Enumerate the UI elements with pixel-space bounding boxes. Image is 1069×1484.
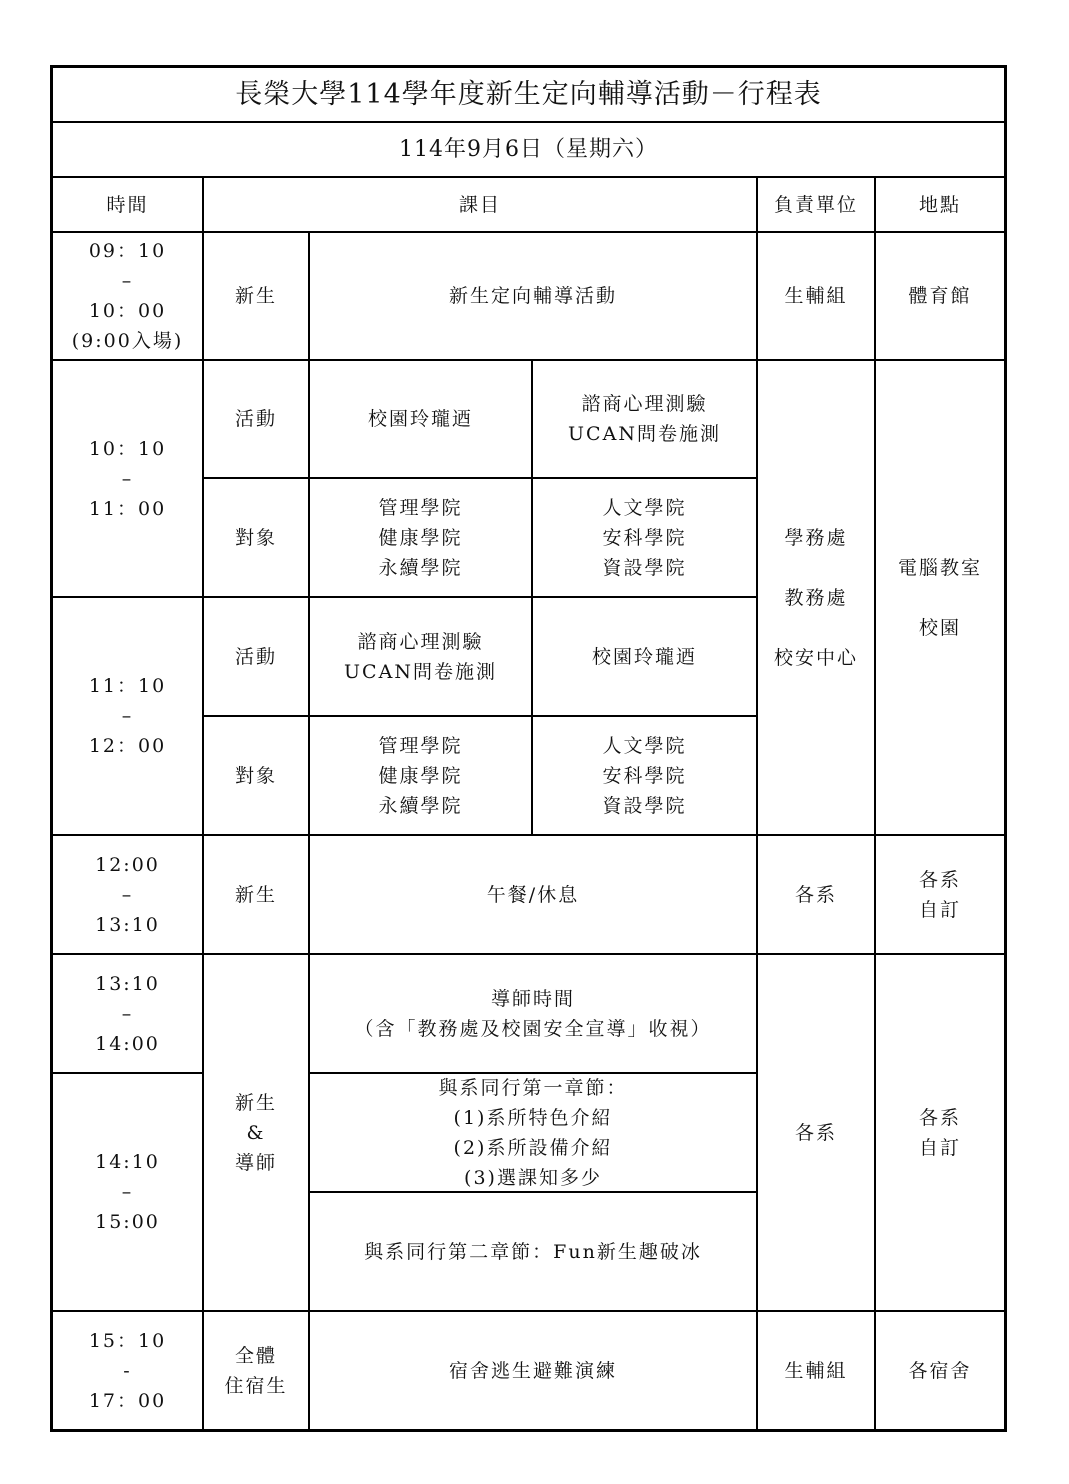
activity-cell [533, 361, 756, 477]
course-line: (1)系所特色介紹 [453, 1106, 613, 1129]
time-note: (9:00入場) [71, 330, 184, 352]
time-cell [53, 361, 202, 596]
time-dash: - [123, 1359, 132, 1382]
activity-line: 諮商心理測驗 [357, 630, 484, 653]
course-cell: 宿舍逃生避難演練 [448, 1359, 617, 1382]
time-end: 13:10 [95, 913, 160, 936]
unit-line: 校安中心 [773, 646, 858, 669]
time-start: 15：10 [88, 1329, 167, 1352]
location-cell [876, 955, 1004, 1310]
unit-line: 學務處 [784, 526, 848, 549]
header-time: 時間 [106, 193, 149, 216]
course-cell [310, 1074, 756, 1191]
event-date: 114年9月6日（星期六） [399, 136, 658, 162]
course-line: （含「教務處及校園安全宣導」收視） [354, 1017, 712, 1040]
course-cell: 新生定向輔導活動 [448, 285, 617, 307]
location-cell: 各宿舍 [908, 1359, 972, 1382]
page-title: 長榮大學114學年度新生定向輔導活動－行程表 [235, 78, 822, 110]
course-line: 與系同行第一章節： [438, 1076, 628, 1099]
time-dash: – [121, 270, 134, 292]
location-line: 各系 [918, 1106, 961, 1129]
course-cell: 與系同行第二章節：Fun新生趣破冰 [364, 1240, 702, 1263]
time-start: 11：10 [88, 675, 167, 697]
time-start: 10：10 [88, 437, 167, 460]
time-start: 09：10 [88, 240, 167, 262]
time-end: 10：00 [88, 300, 167, 322]
time-cell [53, 836, 202, 953]
location-cell [876, 361, 1004, 834]
label-activity: 活動 [234, 408, 277, 430]
time-dash: – [121, 705, 134, 727]
target-line: 人文學院 [602, 496, 687, 519]
header-unit: 負責單位 [773, 193, 858, 216]
time-dash: – [121, 1002, 134, 1025]
group-line: 全體 [234, 1344, 277, 1367]
group-line: 新生 [234, 1091, 277, 1114]
target-line: 人文學院 [602, 734, 687, 757]
location-line: 自訂 [918, 1136, 961, 1159]
label-target: 對象 [234, 764, 277, 787]
time-start: 13:10 [95, 972, 160, 995]
activity-line: 諮商心理測驗 [581, 393, 708, 415]
course-line: 導師時間 [490, 987, 575, 1010]
target-line: 安科學院 [602, 764, 687, 787]
unit-cell: 生輔組 [784, 1359, 848, 1382]
location-line: 各系 [918, 868, 961, 891]
time-cell [53, 1312, 202, 1429]
time-cell [53, 955, 202, 1072]
target-line: 永續學院 [378, 794, 463, 817]
course-cell [310, 955, 756, 1072]
label-activity: 活動 [234, 645, 277, 668]
course-cell: 午餐/休息 [486, 883, 580, 906]
time-end: 17：00 [88, 1389, 167, 1412]
target-line: 資設學院 [602, 794, 687, 817]
activity-cell: 校園玲瓏迺 [591, 645, 697, 668]
group-cell: 新生 [234, 285, 277, 307]
location-cell [876, 836, 1004, 953]
location-line: 自訂 [918, 898, 961, 921]
group-line: & [246, 1121, 266, 1144]
time-end: 12：00 [88, 735, 167, 757]
target-cell [533, 717, 756, 834]
time-dash: – [121, 883, 134, 906]
location-line: 校園 [918, 616, 961, 639]
time-dash: – [121, 467, 134, 490]
activity-line: UCAN問卷施測 [344, 660, 497, 683]
target-cell [533, 479, 756, 596]
unit-line: 教務處 [784, 586, 848, 609]
unit-cell [758, 361, 874, 834]
label-target: 對象 [234, 526, 277, 549]
group-cell [204, 1312, 308, 1429]
target-line: 管理學院 [378, 734, 463, 757]
target-cell [310, 717, 531, 834]
group-cell: 新生 [234, 883, 277, 906]
target-line: 健康學院 [378, 764, 463, 787]
group-line: 導師 [234, 1151, 277, 1174]
unit-cell: 各系 [794, 1121, 837, 1144]
time-start: 12:00 [95, 853, 160, 876]
course-line: (3)選課知多少 [464, 1166, 602, 1189]
target-line: 健康學院 [378, 526, 463, 549]
target-line: 管理學院 [378, 496, 463, 519]
unit-cell: 各系 [794, 883, 837, 906]
time-end: 14:00 [95, 1032, 160, 1055]
time-start: 14:10 [95, 1151, 160, 1173]
time-dash: – [121, 1181, 134, 1203]
course-line: (2)系所設備介紹 [453, 1136, 613, 1159]
target-line: 安科學院 [602, 526, 687, 549]
time-end: 15:00 [95, 1211, 160, 1233]
target-cell [310, 479, 531, 596]
time-cell [53, 1074, 202, 1310]
location-cell: 體育館 [908, 285, 972, 307]
activity-cell: 校園玲瓏迺 [367, 408, 473, 430]
header-course: 課目 [458, 193, 501, 216]
activity-cell [310, 598, 531, 715]
target-line: 永續學院 [378, 556, 463, 579]
target-line: 資設學院 [602, 556, 687, 579]
location-line: 電腦教室 [897, 556, 982, 579]
header-location: 地點 [918, 193, 961, 216]
unit-cell: 生輔組 [784, 285, 848, 307]
schedule-table [50, 65, 1007, 1432]
time-cell [53, 233, 202, 359]
time-end: 11：00 [88, 497, 167, 520]
activity-line: UCAN問卷施測 [568, 423, 721, 445]
group-line: 住宿生 [224, 1374, 288, 1397]
time-cell [53, 598, 202, 834]
group-cell [204, 955, 308, 1310]
